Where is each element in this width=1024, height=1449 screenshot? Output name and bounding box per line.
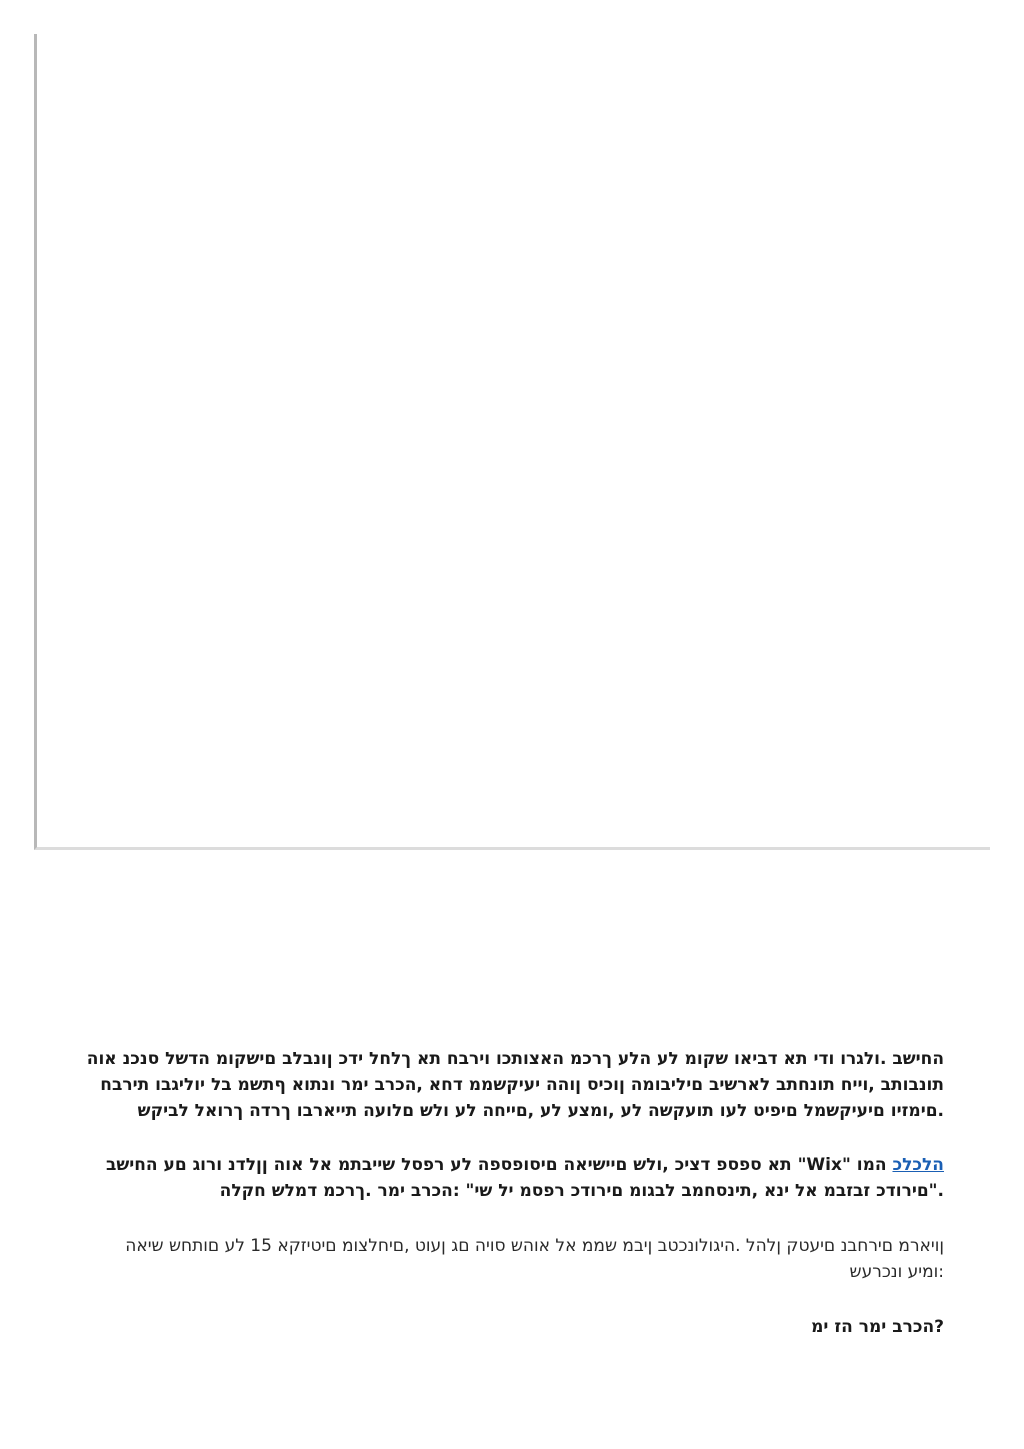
interview-line-2: ."םירודכ זבזבמ אל ינא ,תינסחמב לבגומ םירודכ רפסמ יל שי" :הכרב ימר .ךרכמ דמלש חקלה xyxy=(219,1181,944,1201)
section-heading-text: ?הכרב ימר הז ימ xyxy=(811,1317,944,1337)
section-heading xyxy=(34,1314,944,1340)
excerpt-intro-paragraph xyxy=(34,1233,944,1285)
intro-paragraph xyxy=(34,1046,944,1124)
economy-link[interactable]: הלכלכ xyxy=(892,1155,944,1175)
embedded-frame xyxy=(34,34,990,850)
intro-line-2: תונבותב ,וייח תונחתב לארשיב םיליבומה ןוכיס ןוהה יעיקשממ דחא ,הכרב ימר ונתוא ףתשמ בל יוליגבו תירבח xyxy=(100,1075,944,1095)
excerpt-line-1: ןויארמ םירחבנ םיעטק ןלהל .היגולונכטב ןיבמ שממ אל אוהש סויה םג ןעוט ,םיחלצומ םיטיזקא 15 לע םותחש שיאה xyxy=(125,1236,944,1256)
intro-line-3: .םימזיו םיעיקשמל םיפיט לעו תועקשה לע ,ומצע לע ,םייחה לע ולש םלועה תייארבו ךרדה ךרואל לביקש xyxy=(137,1101,944,1121)
intro-line-1: החישב .ולגרו ודי תא דביאו שקומ לע הלע ךרכמ האצותכו וירבח תא ךלחל ידכ ןונבלב םישקומ הדשל סנכנ אוה xyxy=(86,1049,944,1069)
interview-line-1-text: המו "Wix" תא ספספ דציכ ,ולש םיישיאה םיסופספה לע רפסל שייבתמ אל אוה ןןלדנ ורוג םע החישב xyxy=(105,1155,893,1175)
interview-line-1 xyxy=(34,1152,944,1178)
interview-paragraph xyxy=(34,1152,944,1204)
excerpt-line-2: :ומיע ונכרעש xyxy=(849,1262,944,1282)
